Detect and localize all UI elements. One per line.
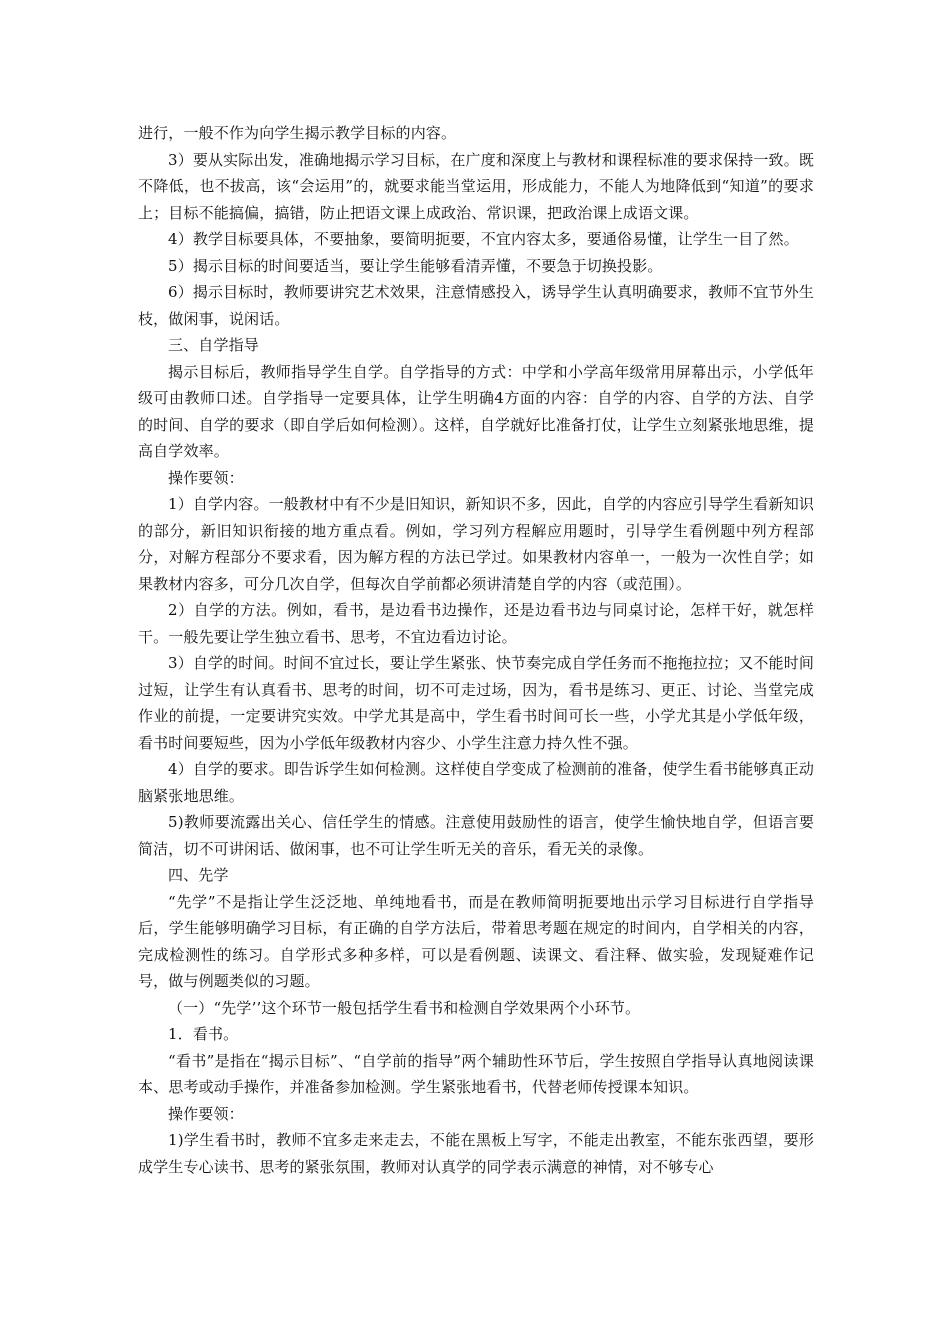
document-body [138,120,814,1180]
paragraph-17: “看书”是指在“揭示目标”、“自学前的指导”两个辅助性环节后，学生按照自学指导认真地阅读课本、思考或动手操作，并准备参加检测。学生紧张地看书，代替老师传授课本知识。 [138,1051,814,1096]
subheading-reading: 1．看书。 [168,1025,239,1043]
paragraph-19: 1)学生看书时，教师不宜多走来走去，不能在黑板上写字，不能走出教室，不能东张西望，要形成学生专心读书、思考的紧张氛围，教师对认真学的同学表示满意的神情，对不够专心 [138,1131,814,1176]
paragraph-11: 4）自学的要求。即告诉学生如何检测。这样使自学变成了检测前的准备，使学生看书能够真正动脑紧张地思维。 [138,760,814,805]
paragraph-9: 2）自学的方法。例如，看书，是边看书边操作，还是边看书边与同桌讨论，怎样干好，就怎样干。一般先要让学生独立看书、思考，不宜边看边讨论。 [138,601,814,646]
subheading-operation-points-2: 操作要领： [168,1104,244,1123]
paragraph-0: 进行，一般不作为向学生揭示教学目标的内容。 [138,124,457,142]
section-heading-self-study-guidance: 三、自学指导 [168,336,259,354]
paragraph-10: 3）自学的时间。时间不宜过长，要让学生紧张、快节奏完成自学任务而不拖拖拉拉；又不能时间过短，让学生有认真看书、思考的时间，切不可走过场，因为，看书是练习、更正、讨论、当堂完成作业的前提，一定要讲究实效。中学尤其是高中，学生看书时间可长一些，小学尤其是小学低年级，看书时间要短些，因为小学低年级教材内容少、小学生注意力持久性不强。 [138,654,814,752]
paragraph-3: 5）揭示目标的时间要适当，要让学生能够看清弄懂，不要急于切换投影。 [168,256,663,275]
paragraph-6: 揭示目标后，教师指导学生自学。自学指导的方式：中学和小学高年级常用屏幕出示，小学低年级可由教师口述。自学指导一定要具体，让学生明确4方面的内容：自学的内容、自学的方法、自学的时间、自学的要求（即自学后如何检测）。这样，自学就好比准备打仗，让学生立刻紧张地思维，提高自学效率。 [138,362,814,460]
paragraph-4: 6）揭示目标时，教师要讲究艺术效果，注意情感投入，诱导学生认真明确要求，教师不宜节外生枝，做闲事，说闲话。 [138,283,814,328]
paragraph-2: 4）教学目标要具体，不要抽象，要简明扼要，不宜内容太多，要通俗易懂，让学生一目了然。 [168,230,799,248]
paragraph-8: 1）自学内容。一般教材中有不少是旧知识，新知识不多，因此，自学的内容应引导学生看新知识的部分，新旧知识衔接的地方重点看。例如，学习列方程解应用题时，引导学生看例题中列方程部分，对解方程部分不要求看，因为解方程的方法已学过。如果教材内容单一，一般为一次性自学；如果教材内容多，可分几次自学，但每次自学前都必须讲清楚自学的内容（或范围）。 [138,495,814,593]
paragraph-12: 5)教师要流露出关心、信任学生的情感。注意使用鼓励性的语言，使学生愉快地自学，但语言要简洁，切不可讲闲话、做闲事，也不可让学生听无关的音乐，看无关的录像。 [138,813,814,858]
paragraph-14: “先学”不是指让学生泛泛地、单纯地看书，而是在教师简明扼要地出示学习目标进行自学指导后，学生能够明确学习目标，有正确的自学方法后，带着思考题在规定的时间内，自学相关的内容，完成检测性的练习。自学形式多种多样，可以是看例题、读课文、看注释、做实验，发现疑难作记号，做与例题类似的习题。 [138,892,814,990]
section-heading-learn-first: 四、先学 [168,866,229,884]
paragraph-1: 3）要从实际出发，准确地揭示学习目标，在广度和深度上与教材和课程标准的要求保持一致。既不降低，也不拔高，该“会运用”的，就要求能当堂运用，形成能力，不能人为地降低到“知道”的要求上；目标不能搞偏，搞错，防止把语文课上成政治、常识课，把政治课上成语文课。 [138,150,814,222]
subheading-operation-points: 操作要领： [168,468,244,487]
paragraph-15: （一）“先学’’这个环节一般包括学生看书和检测自学效果两个小环节。 [168,998,641,1017]
